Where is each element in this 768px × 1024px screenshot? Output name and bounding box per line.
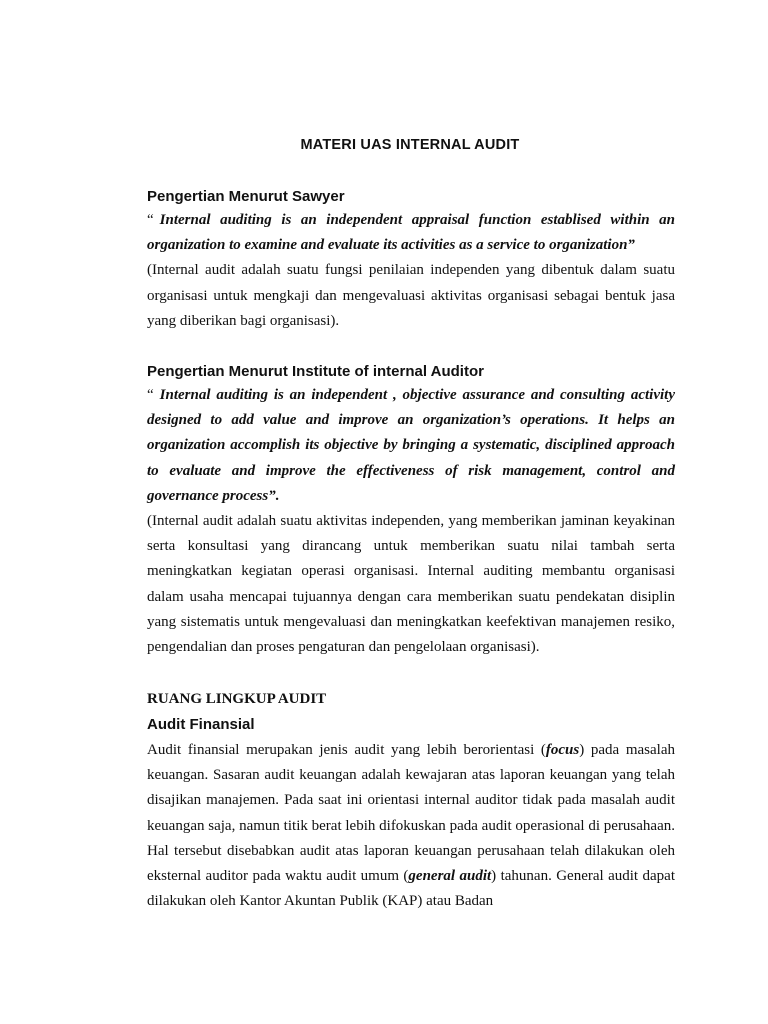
body-text-3: ) tahunan. General audit dapat dilakukan oleh Kantor Akuntan Publik (KAP) atau Badan	[147, 868, 675, 910]
body-text-2: ) pada masalah keuangan. Sasaran audit keuangan adalah kewajaran atas laporan keuangan yang telah disajikan manajemen. Pada saat ini orientasi internal auditor tidak pada masalah audit keuangan saja, namun titik berat lebih difokuskan pada audit operasional di perusahaan. Hal tersebut disebabkan audit atas laporan keuangan perusahaan telah dilakukan oleh eksternal auditor pada waktu audit umum (	[147, 742, 675, 885]
quote-open-mark: “	[147, 387, 154, 403]
section-iia	[147, 383, 675, 660]
heading-scope: RUANG LINGKUP AUDIT	[147, 691, 327, 707]
section-audit-finansial	[147, 738, 675, 914]
heading-iia: Pengertian Menurut Institute of internal Auditor	[147, 363, 484, 380]
section-sawyer	[147, 208, 675, 334]
subheading-audit-finansial: Audit Finansial	[147, 716, 255, 733]
quote-open-mark: “	[147, 212, 154, 228]
body-text-1: Audit finansial merupakan jenis audit yang lebih berorientasi (	[147, 742, 546, 758]
body-audit-finansial	[147, 738, 675, 914]
translation-iia: (Internal audit adalah suatu aktivitas independen, yang memberikan jaminan keyakinan serta konsultasi yang dirancang untuk memberikan suatu nilai tambah serta meningkatkan kegiatan operasi organisasi. Internal auditing membantu organisasi dalam usaha mencapai tujuannya dengan cara memberikan suatu pendekatan disiplin yang sistematis untuk mengevaluasi dan meningkatkan keefektivan manajemen resiko, pengendalian dan proses pengaturan dan pengelolaan organisasi).	[147, 513, 675, 656]
quote-sawyer-text: Internal auditing is an independent appraisal function establised within an organization to examine and evaluate its activities as a service to organization”	[147, 212, 675, 254]
quote-iia-text: Internal auditing is an independent , objective assurance and consulting activity designed to add value and improve an organization’s operations. It helps an organization accomplish its objective by bringing a systematic, disciplined approach to evaluate and improve the effectiveness of risk management, control and governance process”.	[147, 387, 675, 504]
page-title: MATERI UAS INTERNAL AUDIT	[300, 137, 520, 153]
heading-sawyer: Pengertian Menurut Sawyer	[147, 188, 345, 205]
translation-sawyer: (Internal audit adalah suatu fungsi penilaian independen yang dibentuk dalam suatu organisasi untuk mengkaji dan mengevaluasi aktivitas organisasi sebagai bentuk jasa yang diberikan bagi organisasi).	[147, 262, 675, 329]
quote-sawyer	[147, 208, 675, 258]
quote-iia	[147, 383, 675, 509]
term-focus: focus	[545, 742, 580, 758]
term-general-audit: general audit	[408, 868, 492, 885]
